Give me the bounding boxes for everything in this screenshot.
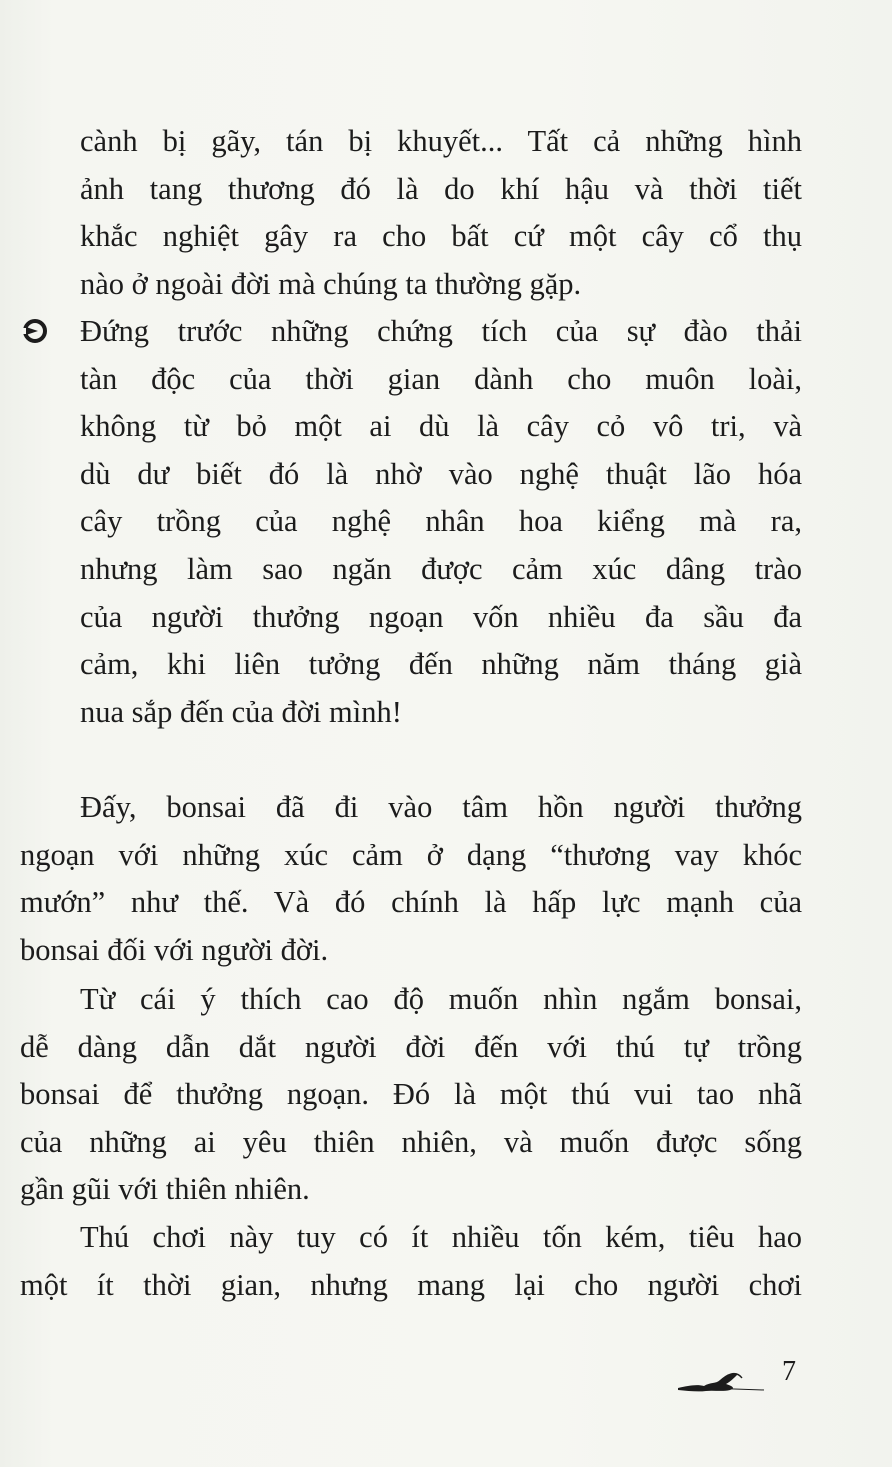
text-line: một ít thời gian, nhưng mang lại cho người chơi [20, 1267, 802, 1302]
paragraph-1 [80, 118, 802, 308]
footer-ornament-icon [676, 1364, 766, 1394]
text-line: Đấy, bonsai đã đi vào tâm hồn người thưởng [80, 790, 802, 824]
paragraph-4 [20, 976, 802, 1214]
text-line: của người thưởng ngoạn vốn nhiều đa sầu đa [80, 599, 802, 634]
text-line: bonsai để thưởng ngoạn. Đó là một thú vui tao nhã [20, 1077, 802, 1112]
text-line: Đứng trước những chứng tích của sự đào thải [80, 314, 802, 348]
text-line: Từ cái ý thích cao độ muốn nhìn ngắm bonsai, [80, 982, 802, 1016]
text-line: dù dư biết đó là nhờ vào nghệ thuật lão hóa [80, 456, 802, 491]
text-line: mướn” như thế. Và đó chính là hấp lực mạnh của [20, 885, 802, 920]
text-line: ảnh tang thương đó là do khí hậu và thời tiết [80, 171, 802, 206]
arrow-bullet-icon [22, 318, 48, 344]
text-line: nhưng làm sao ngăn được cảm xúc dâng trào [80, 551, 802, 586]
text-line: gần gũi với thiên nhiên. [20, 1172, 310, 1207]
text-line: không từ bỏ một ai dù là cây cỏ vô tri, và [80, 409, 802, 444]
text-line: Thú chơi này tuy có ít nhiều tốn kém, tiêu hao [80, 1220, 802, 1254]
text-line: của những ai yêu thiên nhiên, và muốn được sống [20, 1124, 802, 1159]
text-line: ngoạn với những xúc cảm ở dạng “thương vay khóc [20, 837, 802, 872]
text-line: cành bị gãy, tán bị khuyết... Tất cả những hình [80, 124, 802, 158]
text-line: cây trồng của nghệ nhân hoa kiểng mà ra, [80, 504, 802, 539]
text-line: bonsai đối với người đời. [20, 932, 329, 967]
text-line: nào ở ngoài đời mà chúng ta thường gặp. [80, 266, 582, 301]
text-line: dễ dàng dẫn dắt người đời đến với thú tự trồng [20, 1029, 802, 1064]
text-line: khắc nghiệt gây ra cho bất cứ một cây cổ thụ [80, 219, 802, 254]
text-line: nua sắp đến của đời mình! [80, 694, 402, 729]
text-line: tàn độc của thời gian dành cho muôn loài, [80, 361, 802, 396]
page-number: 7 [782, 1356, 796, 1387]
paragraph-5 [20, 1214, 802, 1309]
paragraph-3 [20, 784, 802, 974]
paragraph-2 [80, 308, 802, 736]
text-line: cảm, khi liên tưởng đến những năm tháng già [80, 647, 802, 682]
